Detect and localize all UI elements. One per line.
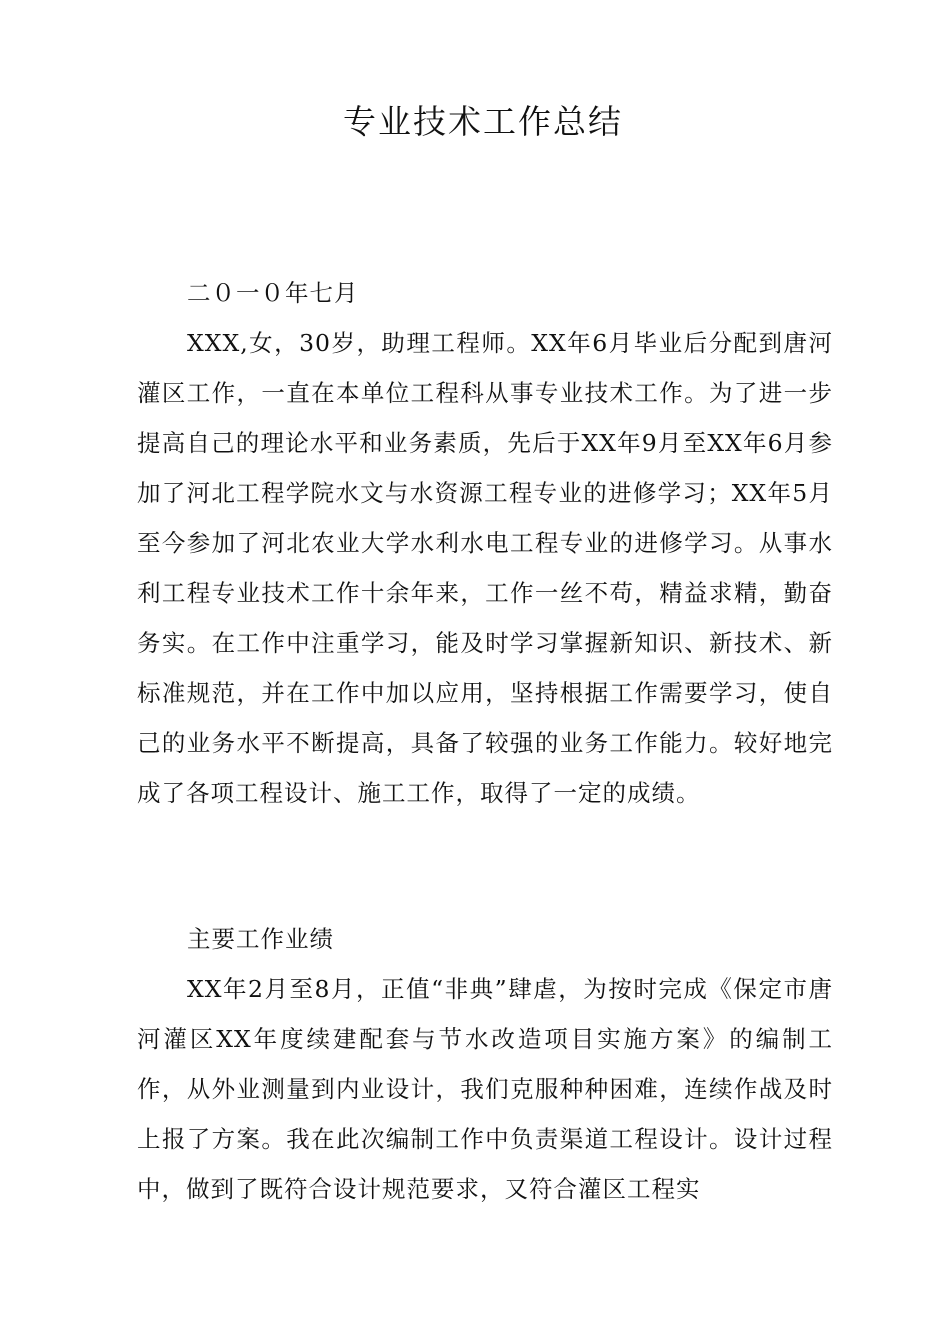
section-heading-main-achievements: 主要工作业绩 — [187, 925, 334, 953]
document-date: 二０一０年七月 — [187, 279, 359, 307]
paragraph-intro: XXX,女，30岁，助理工程师。XX年6月毕业后分配到唐河灌区工作，一直在本单位工程科从事专业技术工作。为了进一步提高自己的理论水平和业务素质，先后于XX年9月至XX年6月参加了河北工程学院水文与水资源工程专业的进修学习；XX年5月至今参加了河北农业大学水利水电工程专业的进修学习。从事水利工程专业技术工作十余年来，工作一丝不苟，精益求精，勤奋务实。在工作中注重学习，能及时学习掌握新知识、新技术、新标准规范，并在工作中加以应用，坚持根据工作需要学习，使自己的业务水平不断提高，具备了较强的业务工作能力。较好地完成了各项工程设计、施工工作，取得了一定的成绩。 — [137, 329, 833, 807]
paragraph-achievements: XX年2月至8月，正值“非典”肆虐，为按时完成《保定市唐河灌区XX年度续建配套与节水改造项目实施方案》的编制工作，从外业测量到内业设计，我们克服种种困难，连续作战及时上报了方案。我在此次编制工作中负责渠道工程设计。设计过程中，做到了既符合设计规范要求，又符合灌区工程实 — [137, 975, 833, 1203]
document-title: 专业技术工作总结 — [343, 102, 623, 141]
